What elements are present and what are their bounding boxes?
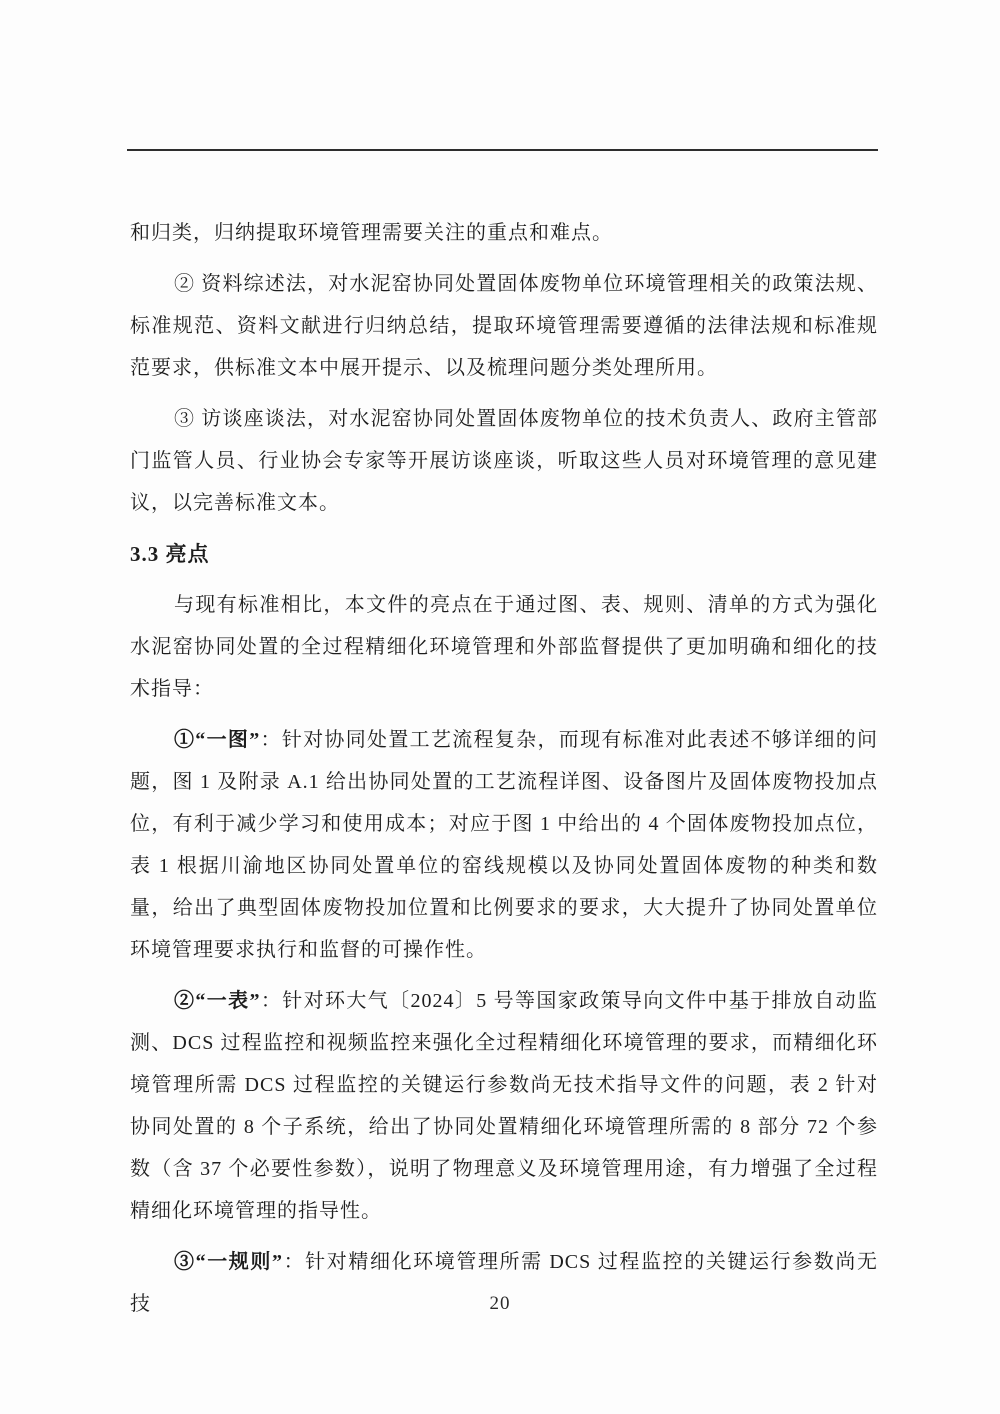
paragraph-lead-rule: ③“一规则” xyxy=(174,1251,283,1273)
paragraph-method-3: ③ 访谈座谈法，对水泥窑协同处置固体废物单位的技术负责人、政府主管部门监管人员、行业协会专家等开展访谈座谈，听取这些人员对环境管理的意见建议，以完善标准文本。 xyxy=(130,408,878,514)
paragraph-method-2: ② 资料综述法，对水泥窑协同处置固体废物单位环境管理相关的政策法规、标准规范、资料文献进行归纳总结，提取环境管理需要遵循的法律法规和标准规范要求，供标准文本中展开提示、以及梳理问题分类处理所用。 xyxy=(130,273,878,379)
paragraph-highlight-table xyxy=(130,980,878,1232)
paragraph-highlight-figure xyxy=(130,719,878,971)
header-rule xyxy=(127,149,878,151)
paragraph-text-table: ：针对环大气〔2024〕5 号等国家政策导向文件中基于排放自动监测、DCS 过程监控和视频监控来强化全过程精细化环境管理的要求，而精细化环境管理所需 DCS 过程监控的关键运行参数尚无技术指导文件的问题，表 2 针对协同处置的 8 个子系统，给出了协同处置精细化环境管理所需的 8 部分 72 个参数（含 37 个必要性参数），说明了物理意义及环境管理用途，有力增强了全过程精细化环境管理的指导性。 xyxy=(130,990,878,1222)
paragraph-lead-figure: ①“一图” xyxy=(174,729,261,751)
paragraph-text-figure: ：针对协同处置工艺流程复杂，而现有标准对此表述不够详细的问题，图 1 及附录 A.1 给出协同处置的工艺流程详图、设备图片及固体废物投加点位，有利于减少学习和使用成本；对应于图 1 中给出的 4 个固体废物投加点位，表 1 根据川渝地区协同处置单位的窑线规模以及协同处置固体废物的种类和数量，给出了典型固体废物投加位置和比例要求的要求，大大提升了协同处置单位环境管理要求执行和监督的可操作性。 xyxy=(130,729,879,961)
section-heading-3-3: 3.3 亮点 xyxy=(130,542,210,566)
paragraph-highlights-intro: 与现有标准相比，本文件的亮点在于通过图、表、规则、清单的方式为强化水泥窑协同处置的全过程精细化环境管理和外部监督提供了更加明确和细化的技术指导： xyxy=(130,594,878,700)
paragraph-lead-table: ②“一表” xyxy=(174,990,261,1012)
paragraph-continuation: 和归类，归纳提取环境管理需要关注的重点和难点。 xyxy=(130,222,613,244)
paragraph-text-rule: ：针对精细化环境管理所需 DCS 过程监控的关键运行参数尚无技 xyxy=(130,1251,879,1315)
document-body xyxy=(130,212,878,1334)
page-number: 20 xyxy=(489,1293,511,1314)
